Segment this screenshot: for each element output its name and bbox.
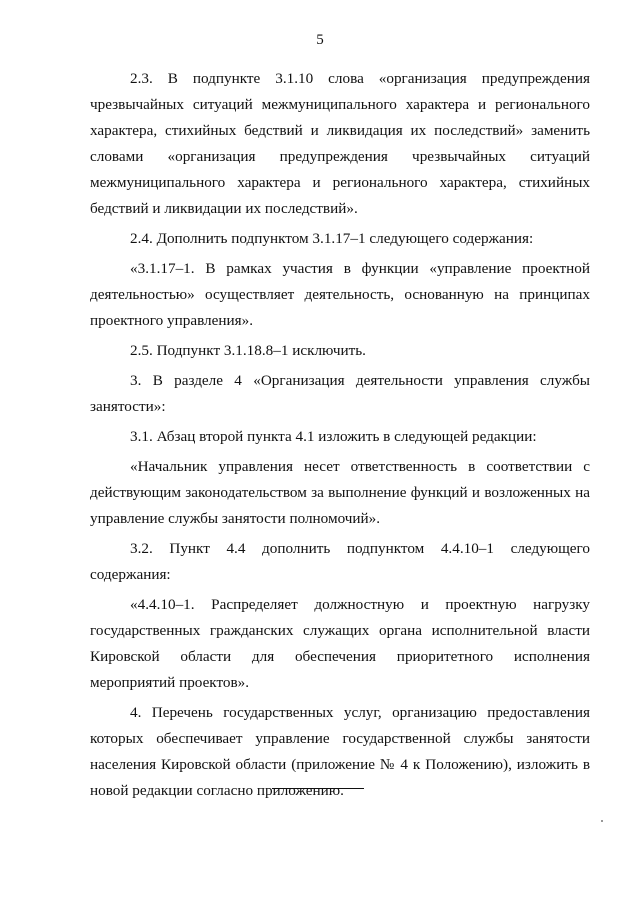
scan-speck: [601, 820, 603, 822]
paragraph-quote-head: «Начальник управления несет ответственность в соответствии с действующим законодательством за выполнение функций и возложенных на управление службы занятости полномочий».: [90, 458, 590, 527]
paragraph-4-4-10-1: «4.4.10–1. Распределяет должностную и проектную нагрузку государственных гражданских служащих органа исполнительной власти Кировской области для обеспечения приоритетного исполнения мероприятий проектов».: [90, 596, 590, 691]
paragraph-2-4: 2.4. Дополнить подпунктом 3.1.17–1 следующего содержания:: [130, 230, 534, 247]
document-body: [90, 66, 590, 804]
paragraph-2-5: 2.5. Подпункт 3.1.18.8–1 исключить.: [130, 342, 366, 359]
paragraph-2-3: 2.3. В подпункте 3.1.10 слова «организация предупреждения чрезвычайных ситуаций межмуниципального характера и регионального характера, стихийных бедствий и ликвидация их последствий» заменить словами «организация предупреждения чрезвычайных ситуаций межмуниципального характера и регионального характера, стихийных бедствий и ликвидации их последствий».: [90, 70, 590, 217]
paragraph-3-1: 3.1. Абзац второй пункта 4.1 изложить в следующей редакции:: [130, 428, 537, 445]
paragraph-3: 3. В разделе 4 «Организация деятельности управления службы занятости»:: [90, 372, 590, 415]
closing-divider: [272, 788, 364, 789]
page-number: 5: [316, 32, 324, 48]
paragraph-3-2: 3.2. Пункт 4.4 дополнить подпунктом 4.4.10–1 следующего содержания:: [90, 540, 590, 583]
paragraph-4: 4. Перечень государственных услуг, организацию предоставления которых обеспечивает управление государственной службы занятости населения Кировской области (приложение № 4 к Положению), изложить в новой редакции согласно приложению.: [90, 704, 590, 799]
paragraph-3-1-17-1: «3.1.17–1. В рамках участия в функции «управление проектной деятельностью» осуществляет деятельность, основанную на принципах проектного управления».: [90, 260, 590, 329]
